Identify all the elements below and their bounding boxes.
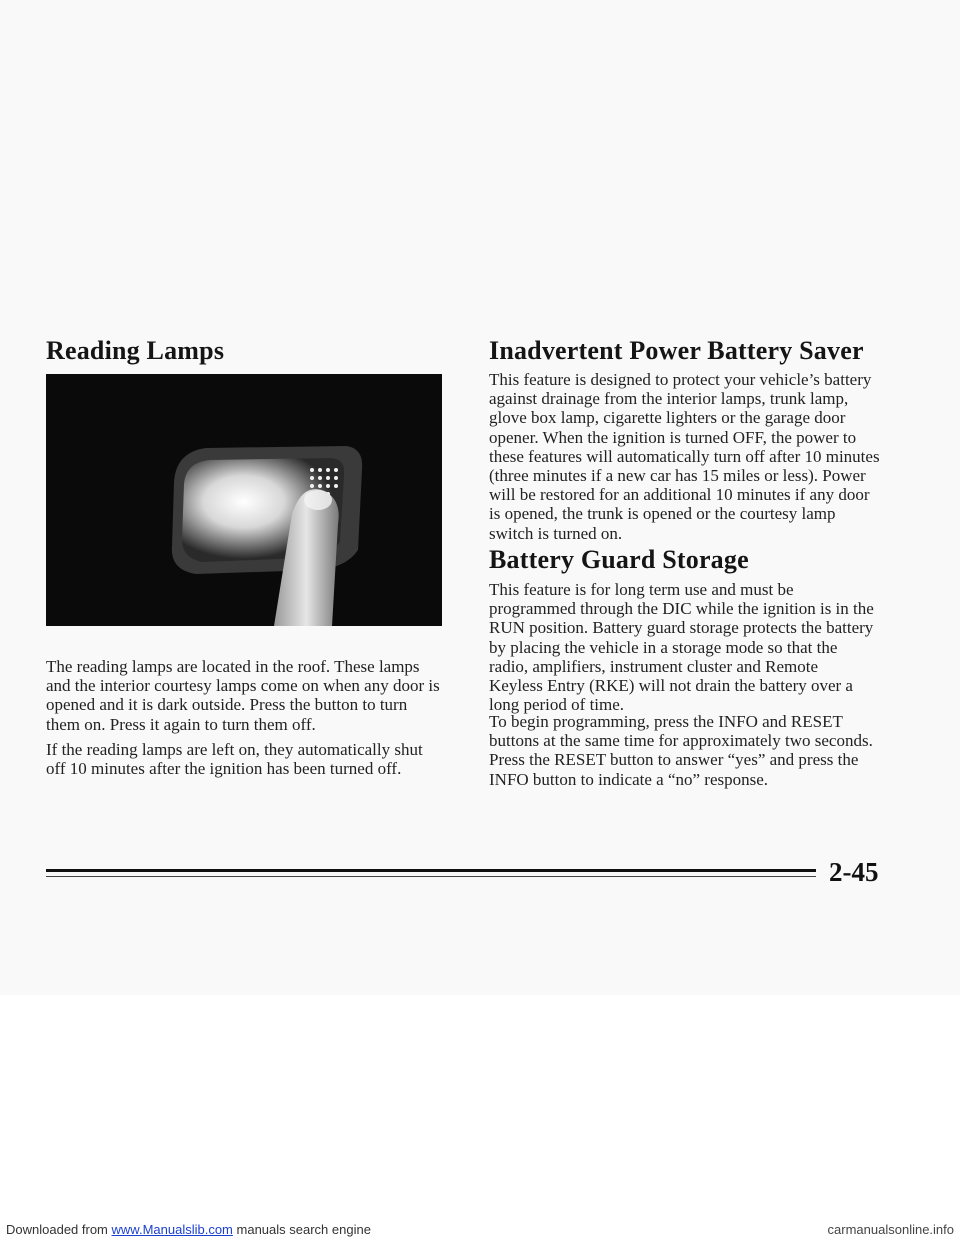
battery-guard-heading: Battery Guard Storage — [489, 545, 749, 574]
reading-lamps-paragraph-1: The reading lamps are located in the roof. These lamps and the interior courtesy lamps come on when any door is opened and it is dark outside. Press the button to turn them on. Press it again to turn them off. — [46, 657, 440, 734]
reading-lamps-paragraph-2: If the reading lamps are left on, they automatically shut off 10 minutes after the ignition has been turned off. — [46, 740, 423, 779]
page-number: 2-45 — [829, 857, 879, 887]
manualslib-link[interactable]: www.Manualslib.com — [111, 1222, 233, 1237]
battery-guard-paragraph-2: To begin programming, press the INFO and RESET buttons at the same time for approximately two seconds. Press the RESET button to answer “yes” and press the INFO button to indicate a “no” response. — [489, 712, 873, 789]
lower-margin — [0, 995, 960, 1242]
battery-guard-paragraph-1: This feature is for long term use and must be programmed through the DIC while the ignition is in the RUN position. Battery guard storage protects the battery by placing the vehicle in a storage mode so that the radio, amplifiers, instrument cluster and Remote Keyless Entry (RKE) will not drain the battery over a long period of time. — [489, 580, 874, 715]
credit-prefix: Downloaded from — [6, 1222, 108, 1237]
reading-lamps-heading: Reading Lamps — [46, 336, 225, 365]
footer-rule-thick — [46, 869, 816, 872]
watermark: carmanualsonline.info — [827, 1222, 954, 1237]
battery-saver-heading: Inadvertent Power Battery Saver — [489, 336, 864, 365]
footer-rule-thin — [46, 876, 816, 877]
reading-lamp-illustration — [46, 374, 442, 626]
download-credit — [6, 1222, 371, 1237]
reading-lamp-photo — [46, 374, 442, 626]
credit-suffix: manuals search engine — [236, 1222, 371, 1237]
battery-saver-paragraph: This feature is designed to protect your vehicle’s battery against drainage from the interior lamps, trunk lamp, glove box lamp, cigarette lighters or the garage door opener. When the ignition is turned OFF, the power to these features will automatically turn off after 10 minutes (three minutes if a new car has 15 miles or less). Power will be restored for an additional 10 minutes if any door is opened, the trunk is opened or the courtesy lamp switch is turned on. — [489, 370, 880, 543]
